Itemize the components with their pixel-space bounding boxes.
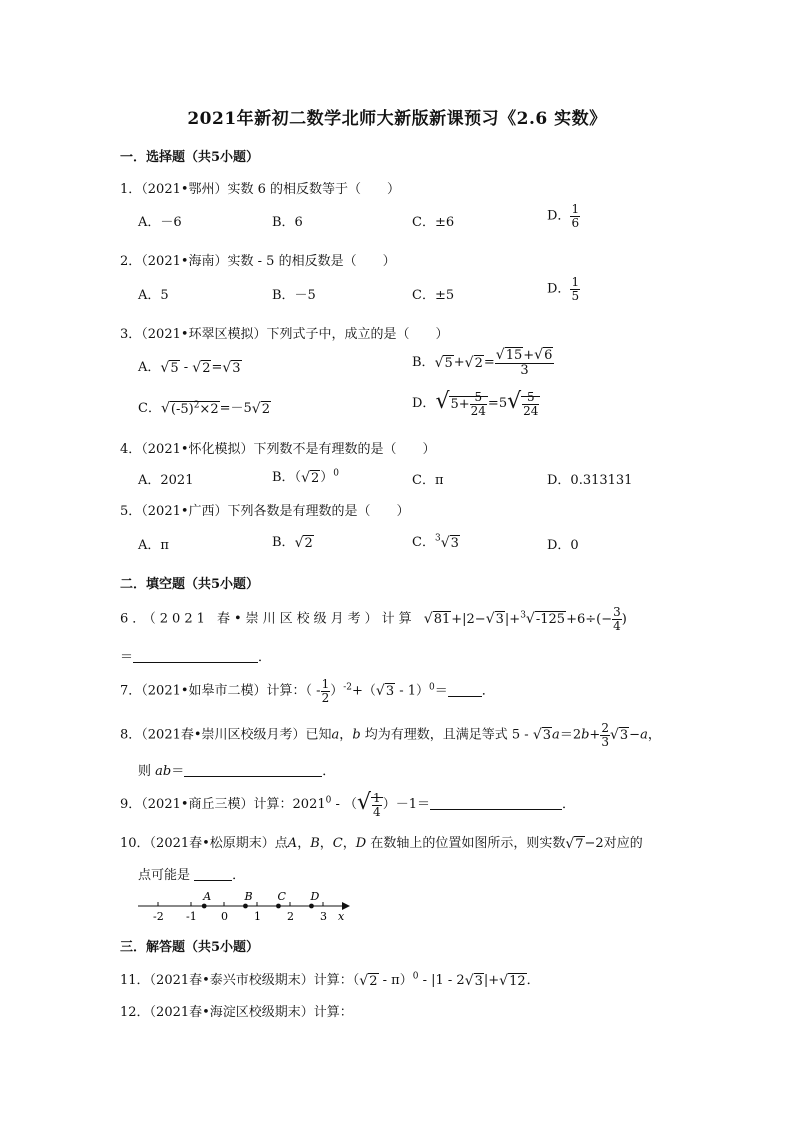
number-line-tick-label: 2 [287, 910, 294, 923]
section-heading-choice: 一．选择题（共5小题） [120, 150, 260, 165]
q5-option-c: C．$^3$√3 [412, 533, 459, 551]
number-line-point-c [276, 904, 281, 909]
q1-option-b: B．6 [272, 215, 303, 230]
number-line-point-label: B [244, 890, 253, 903]
number-line-point-label: A [203, 890, 212, 903]
q10-answer-blank[interactable] [194, 866, 232, 881]
section-heading-solve: 三．解答题（共5小题） [120, 940, 260, 955]
q5-option-b: B．√2 [272, 534, 313, 551]
q4-option-c: C．π [412, 473, 444, 488]
question-1: 1．（2021•鄂州）实数 6 的相反数等于（ ） [120, 182, 401, 197]
number-line-point-label: D [310, 890, 320, 903]
number-line-tick-label: 0 [221, 910, 228, 923]
q3-option-a: A．√5 - √2=√3 [138, 359, 241, 376]
number-line-point-label: C [277, 890, 286, 903]
q6-answer-blank[interactable] [133, 648, 258, 663]
q2-option-c: C．±5 [412, 288, 455, 303]
number-line-point-b [243, 904, 248, 909]
q3-option-d: D．√5+ $\frac{5}{24}$ =5√ $\frac{5}{24}$ [412, 389, 539, 418]
q1-option-a: A．－6 [138, 215, 182, 230]
q9-answer-blank[interactable] [430, 795, 562, 810]
question-4: 4．（2021•怀化模拟）下列数不是有理数的是（ ） [120, 442, 436, 457]
q5-option-d: D．0 [547, 538, 579, 553]
q2-option-d: D． $\frac{1}{5}$ [547, 275, 580, 303]
q1-option-c: C．±6 [412, 215, 455, 230]
number-line-point-d [309, 904, 314, 909]
number-line-tick-label: -2 [153, 910, 164, 923]
q2-option-a: A．5 [138, 288, 169, 303]
question-8: 8．（2021春•崇川区校级月考）已知a，b 均为有理数，且满足等式 5 - √3a＝2b+ $\frac{2}{3}$ √3−a， [120, 721, 661, 749]
question-10-answer-line: 点可能是 ． [138, 868, 246, 883]
q2-option-b: B．－5 [272, 288, 316, 303]
number-line-tick-label: 3 [320, 910, 327, 923]
q3-option-c: C．$√(-5)^2\times 2=-5√2$ [138, 400, 270, 417]
question-2: 2．（2021•海南）实数 - 5 的相反数是（ ） [120, 254, 396, 269]
question-12: 12．（2021春•海淀区校级期末）计算： [120, 1005, 353, 1020]
page-title: 2021年新初二数学北师大新版新课预习《2.6 实数》 [187, 109, 607, 129]
q7-answer-blank[interactable] [448, 682, 482, 697]
question-10: 10．（2021春•松原期末）点A，B，C，D 在数轴上的位置如图所示，则实数√7−2对应的 [120, 835, 643, 852]
question-11: 11．（2021春•泰兴市校级期末）计算：（√2 - π）$^0$ - |1 - 2√3|+√12． [120, 971, 540, 989]
q3-option-b: B．√5+√2= $\frac{√15+√6}{3}$ [412, 347, 553, 378]
question-8-answer-line: 则 ab＝ ． [138, 764, 336, 779]
section-heading-fill: 二．填空题（共5小题） [120, 577, 260, 592]
q4-option-d: D．0.313131 [547, 473, 633, 488]
q4-option-b: B．$(√2)^0$ [272, 468, 340, 486]
q8-answer-blank[interactable] [184, 762, 322, 777]
number-line-tick-label: 1 [254, 910, 261, 923]
question-9: 9．（2021•商丘三模）计算：2021$^0$ - （√ $\frac{1}{4}$ ）－1＝ ． [120, 790, 575, 819]
q1-option-d: D． $\frac{1}{6}$ [547, 202, 580, 230]
question-6: 6．（2021 春•崇川区校级月考）计算 √81+|2−√3|+$^3$√-125+6÷(− $\frac{3}{4}$ ) [120, 605, 627, 633]
question-7: 7．（2021•如皋市二模）计算：（ - $\frac{1}{2}$ ）$^{-2}$+（√3 - 1）$^0$＝ ． [120, 677, 495, 705]
q4-option-a: A．2021 [138, 473, 194, 488]
question-5: 5．（2021•广西）下列各数是有理数的是（ ） [120, 504, 410, 519]
number-line-figure [136, 886, 356, 926]
q5-option-a: A．π [138, 538, 169, 553]
question-6-answer-line: ＝ ． [120, 650, 272, 665]
number-line-arrow [342, 902, 350, 910]
question-3: 3．（2021•环翠区模拟）下列式子中，成立的是（ ） [120, 327, 449, 342]
number-line-point-a [202, 904, 207, 909]
axis-label-x: x [338, 910, 345, 923]
number-line-tick-label: -1 [186, 910, 197, 923]
